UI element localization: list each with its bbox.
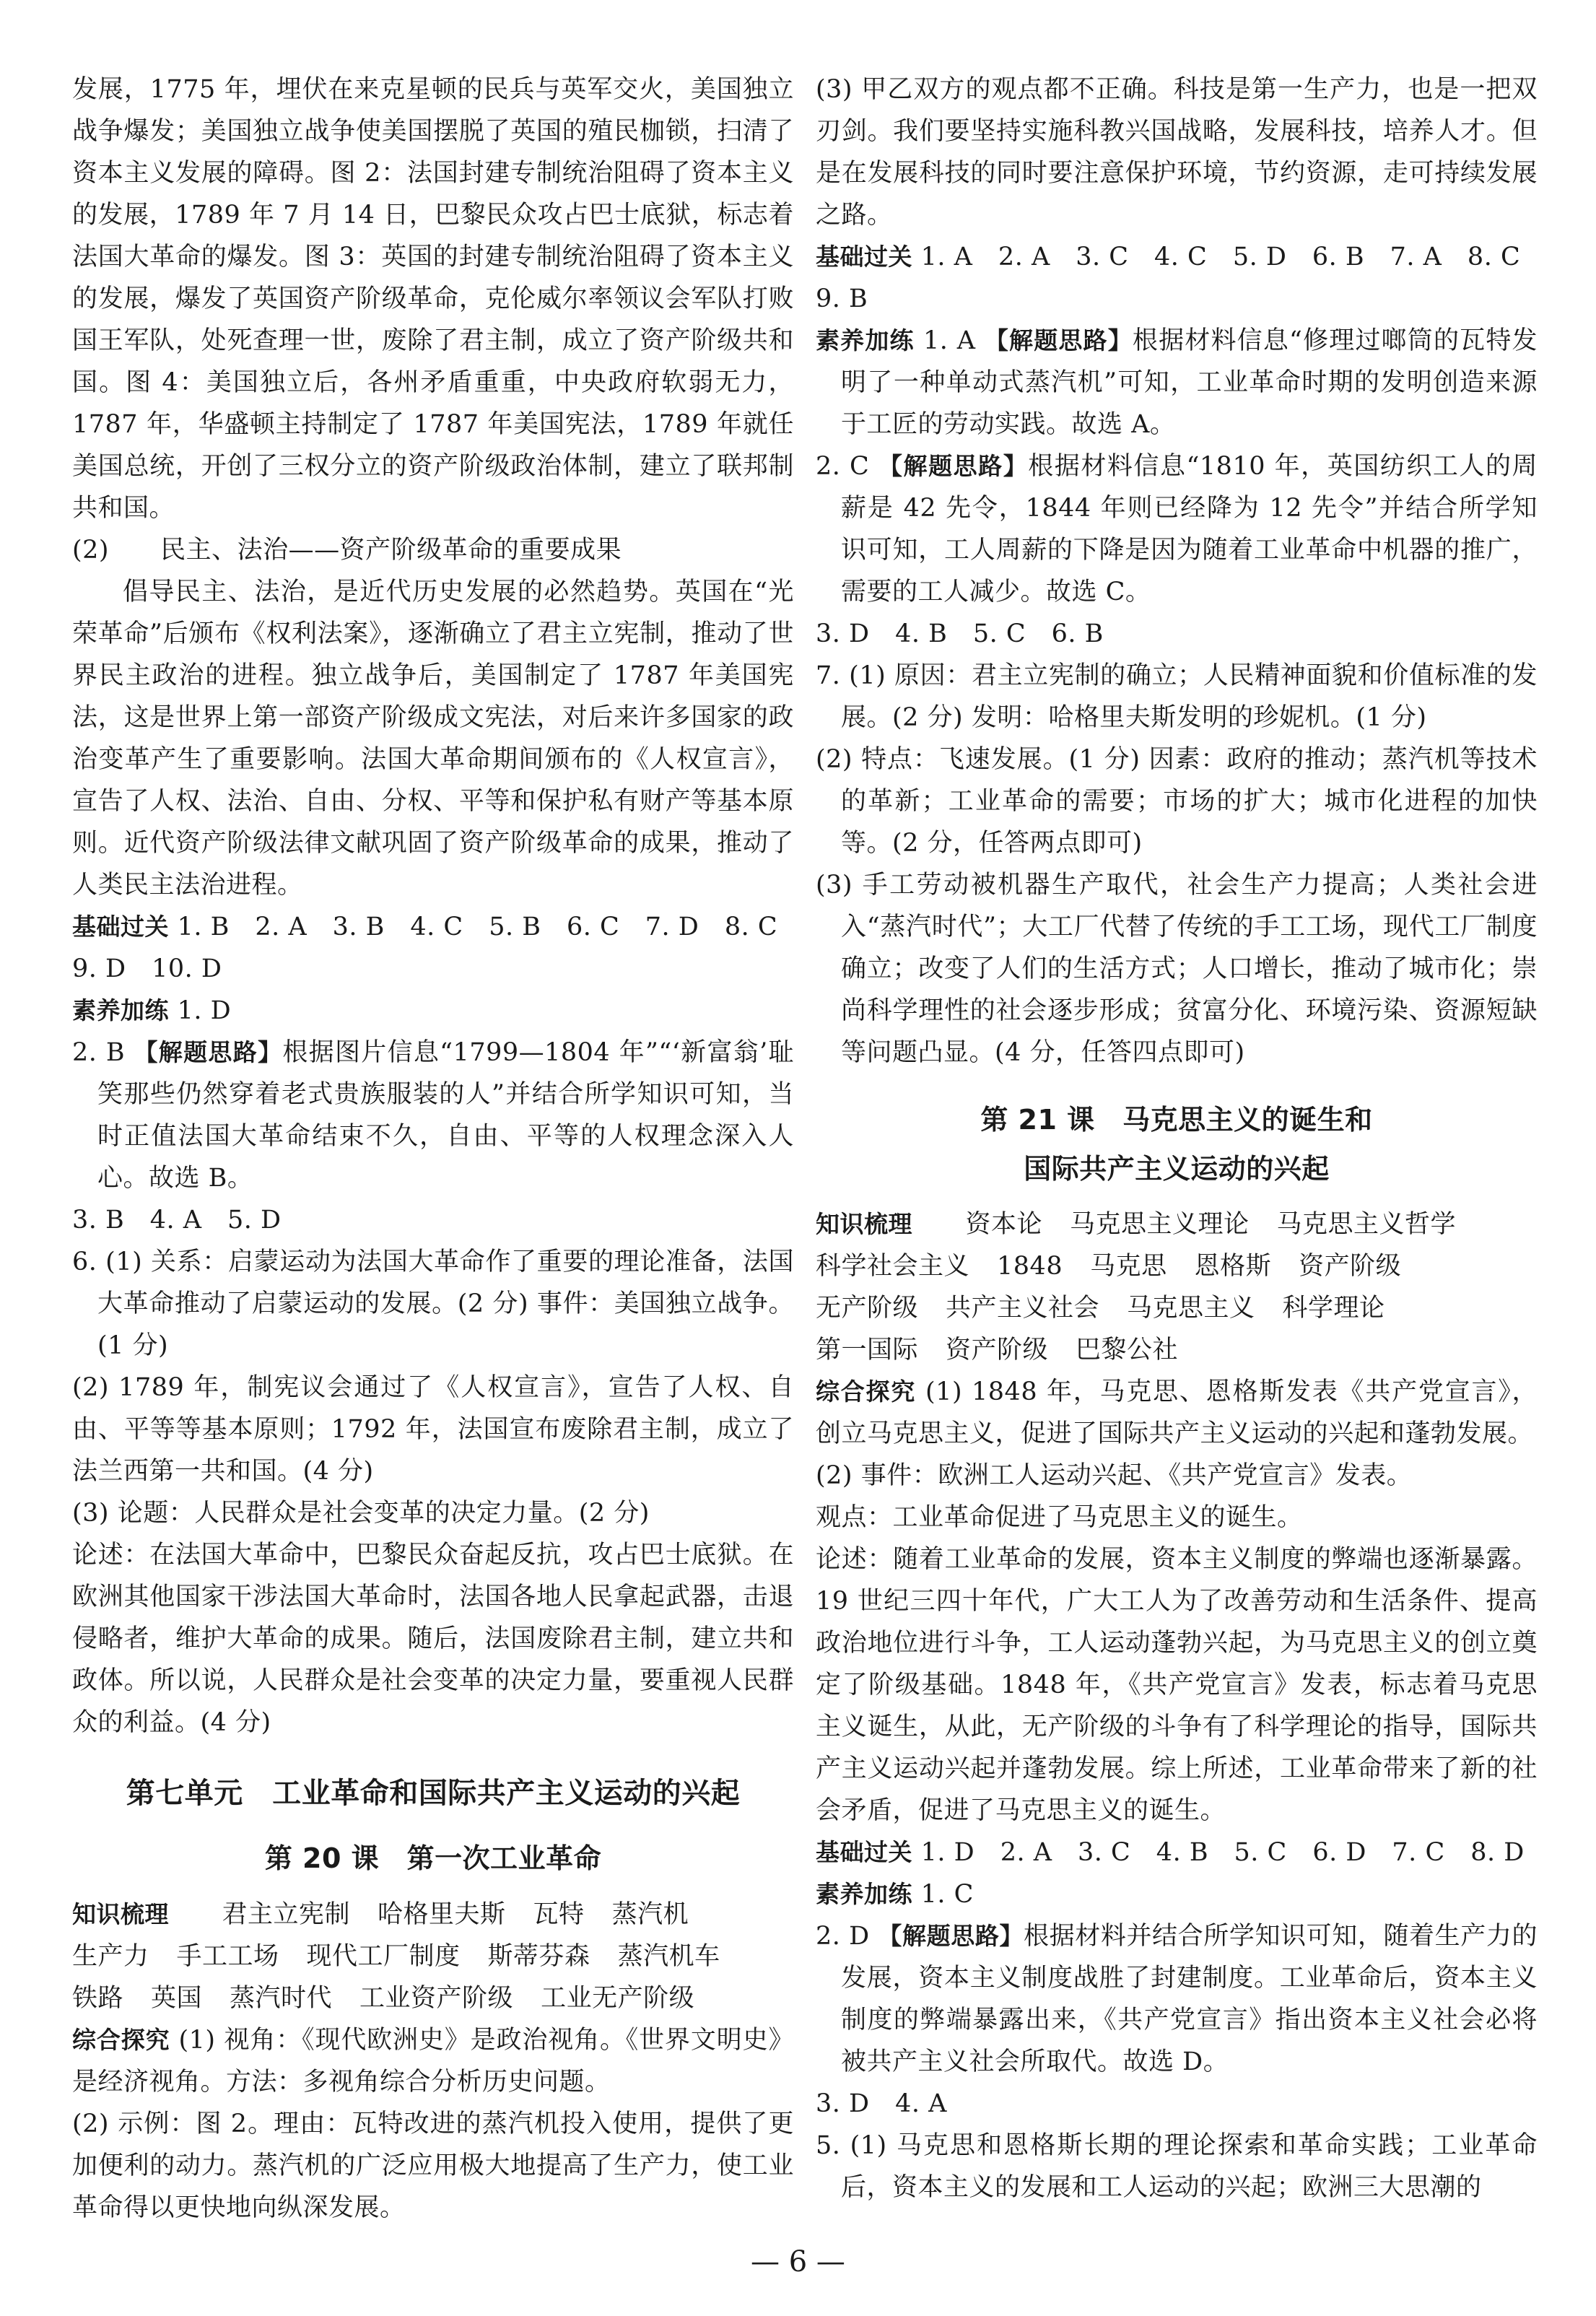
keyword: 君主立宪制 — [222, 1900, 351, 1929]
keyword: 马克思 — [1090, 1252, 1167, 1281]
lesson-title-line: 国际共产主义运动的兴起 — [1024, 1153, 1330, 1185]
unit-title: 第七单元 工业革命和国际共产主义运动的兴起 — [126, 1777, 741, 1810]
section-label: 基础过关 — [816, 1838, 912, 1866]
section-label: 知识梳理 — [816, 1210, 912, 1238]
item-text: 根据材料并结合所学知识可知，随着生产力的发展，资本主义制度战胜了封建制度。工业革命后，资本主义制度的弊端暴露出来，《共产党宣言》指出资本主义社会必将被共产主义社会所取代。故选 D。 — [841, 1922, 1538, 2076]
lesson-title — [816, 1095, 1538, 1193]
answer-item: 5. (1) 马克思和恩格斯长期的理论探索和革命实践；工业革命后，资本主义的发展和工人运动的兴起；欧洲三大思潮的 — [816, 2131, 1538, 2202]
answers: (1) 1848 年，马克思、恩格斯发表《共产党宣言》，创立马克思主义，促进了国际共产主义运动的兴起和蓬勃发展。 — [816, 1377, 1538, 1448]
keyword-line — [816, 1245, 1538, 1287]
answer-item: (3) 手工劳动被机器生产取代，社会生产力提高；人类社会进入“蒸汽时代”；大工厂代替了传统的手工工场，现代工厂制度确立；改变了人们的生活方式；人口增长，推动了城市化；崇尚科学理性的社会逐步形成；贫富分化、环境污染、资源短缺等问题凸显。(4 分，任答四点即可) — [816, 871, 1538, 1067]
keyword: 恩格斯 — [1194, 1252, 1272, 1281]
right-column — [816, 69, 1538, 2208]
section-label: 基础过关 — [72, 913, 169, 941]
left-column — [72, 69, 794, 2229]
item-number: 1. A — [914, 326, 985, 355]
keyword: 手工工场 — [176, 1942, 279, 1971]
keyword: 科学理论 — [1282, 1294, 1385, 1323]
answer-item: 观点：工业革命促进了马克思主义的诞生。 — [816, 1503, 1303, 1532]
answer-item: 6. (1) 关系：启蒙运动为法国大革命作了重要的理论准备，法国大革命推动了启蒙运动的发展。(2 分) 事件：美国独立战争。(1 分) — [72, 1248, 794, 1360]
answer-line — [816, 1832, 1538, 1873]
keyword: 工业资产阶级 — [359, 1984, 514, 2013]
answers: (1) 视角：《现代欧洲史》是政治视角。《世界文明史》是经济视角。方法：多视角综合分析历史问题。 — [72, 2026, 794, 2097]
keyword: 英国 — [151, 1984, 203, 2013]
answer-item — [816, 1915, 1538, 2083]
keyword: 斯蒂芬森 — [487, 1942, 590, 1971]
answer-item: 论述：在法国大革命中，巴黎民众奋起反抗，攻占巴士底狱。在欧洲其他国家干涉法国大革命时，法国各地人民拿起武器，击退侵略者，维护大革命的成果。随后，法国废除君主制，建立共和政体。所以说，人民群众是社会变革的决定力量，要重视人民群众的利益。(4 分) — [72, 1541, 794, 1737]
keyword-line — [72, 1894, 794, 1936]
keyword: 资本论 — [965, 1210, 1043, 1239]
hint-tag: 【解题思路】 — [134, 1038, 283, 1066]
keyword: 资产阶级 — [1299, 1252, 1402, 1281]
answer-line — [72, 990, 794, 1032]
keyword: 马克思主义哲学 — [1276, 1210, 1457, 1239]
answer-line — [816, 1371, 1538, 1455]
section-label: 素养加练 — [816, 1880, 912, 1908]
keyword: 无产阶级 — [816, 1294, 919, 1323]
keyword: 生产力 — [72, 1942, 149, 1971]
section-label: 素养加练 — [72, 996, 169, 1024]
paragraph: (3) 甲乙双方的观点都不正确。科技是第一生产力，也是一把双刃剑。我们要坚持实施科教兴国战略，发展科技，培养人才。但是在发展科技的同时要注意保护环境，节约资源，走可持续发展之路。 — [816, 75, 1538, 230]
item-number: 2. C — [816, 452, 879, 481]
section-label: 知识梳理 — [72, 1900, 169, 1928]
answers: 1. C — [912, 1880, 974, 1909]
keyword-line — [72, 1936, 794, 1977]
keyword: 共产主义社会 — [946, 1294, 1100, 1323]
answer-item — [72, 1032, 794, 1199]
answers: 1. B 2. A 3. B 4. C 5. B 6. C 7. D 8. C — [169, 913, 778, 941]
answer-item: 7. (1) 原因：君主立宪制的确立；人民精神面貌和价值标准的发展。(2 分) 发明：哈格里夫斯发明的珍妮机。(1 分) — [816, 661, 1538, 732]
answer-line: 9. D 10. D — [72, 954, 222, 983]
answer-line — [72, 2019, 794, 2103]
answer-item: (2) 1789 年，制宪议会通过了《人权宣言》，宣告了人权、自由、平等等基本原则；1792 年，法国宣布废除君主制，成立了法兰西第一共和国。(4 分) — [72, 1373, 794, 1486]
hint-tag: 【解题思路】 — [878, 452, 1029, 480]
answer-item: (2) 特点：飞速发展。(1 分) 因素：政府的推动；蒸汽机等技术的革新；工业革命的需要；市场的扩大；城市化进程的加快等。(2 分，任答两点即可) — [816, 745, 1538, 858]
answer-item: (3) 论题：人民群众是社会变革的决定力量。(2 分) — [72, 1499, 650, 1528]
lesson-title: 第 20 课 第一次工业革命 — [264, 1842, 602, 1874]
answer-item — [816, 320, 1538, 445]
item-number: 2. B — [72, 1038, 134, 1067]
answer-line — [816, 236, 1538, 278]
item-text: 根据材料信息“1810 年，英国纺织工人的周薪是 42 先令，1844 年则已经降为 12 先令”并结合所学知识可知，工人周薪的下降是因为随着工业革命中机器的推广，需要的工人减少。故选 C。 — [841, 452, 1538, 606]
keyword-line — [816, 1329, 1538, 1371]
answers: 1. D — [169, 996, 232, 1025]
paragraph: 发展，1775 年，埋伏在来克星顿的民兵与英军交火，美国独立战争爆发；美国独立战争使美国摆脱了英国的殖民枷锁，扫清了资本主义发展的障碍。图 2：法国封建专制统治阻碍了资本主义的发展，1789 年 7 月 14 日，巴黎民众攻占巴士底狱，标志着法国大革命的爆发。图 3：英国的封建专制统治阻碍了资本主义的发展，爆发了英国资产阶级革命，克伦威尔率领议会军队打败国王军队，处死查理一世，废除了君主制，成立了资产阶级共和国。图 4：美国独立后，各州矛盾重重，中央政府软弱无力，1787 年，华盛顿主持制定了 1787 年美国宪法，1789 年就任美国总统，开创了三权分立的资产阶级政治体制，建立了联邦制共和国。 — [72, 75, 794, 523]
section-label: 综合探究 — [72, 2026, 170, 2054]
keyword-line — [816, 1287, 1538, 1329]
section-label: 素养加练 — [816, 326, 915, 354]
page-number: — 6 — — [751, 2245, 845, 2278]
hint-tag: 【解题思路】 — [878, 1922, 1024, 1950]
keyword: 资产阶级 — [946, 1336, 1049, 1364]
keyword: 哈格里夫斯 — [378, 1900, 506, 1929]
keyword: 马克思主义 — [1127, 1294, 1255, 1323]
item-text: 根据材料信息“修理过啷筒的瓦特发明了一种单动式蒸汽机”可知，工业革命时期的发明创造来源于工匠的劳动实践。故选 A。 — [841, 326, 1538, 439]
paragraph: 倡导民主、法治，是近代历史发展的必然趋势。英国在“光荣革命”后颁布《权利法案》，逐渐确立了君主立宪制，推动了世界民主政治的进程。独立战争后，美国制定了 1787 年美国宪法，这是世界上第一部资产阶级成文宪法，对后来许多国家的政治变革产生了重要影响。法国大革命期间颁布的《人权宣言》，宣告了人权、法治、自由、分权、平等和保护私有财产等基本原则。近代资产阶级法律文献巩固了资产阶级革命的成果，推动了人类民主法治进程。 — [72, 578, 794, 900]
answer-item: (2) 示例：图 2。理由：瓦特改进的蒸汽机投入使用，提供了更加便利的动力。蒸汽机的广泛应用极大地提高了生产力，使工业革命得以更快地向纵深发展。 — [72, 2110, 794, 2222]
keyword: 第一国际 — [816, 1336, 919, 1364]
keyword: 瓦特 — [533, 1900, 585, 1929]
keyword: 工业无产阶级 — [541, 1984, 695, 2013]
answer-line — [816, 1873, 1538, 1915]
answer-item — [816, 445, 1538, 613]
answer-line: 3. D 4. A — [816, 2089, 947, 2118]
answer-line: 3. B 4. A 5. D — [72, 1206, 282, 1235]
section-label: 基础过关 — [816, 243, 912, 271]
answer-line — [72, 906, 794, 948]
subheading: (2) 民主、法治——资产阶级革命的重要成果 — [72, 536, 622, 565]
keyword: 铁路 — [72, 1984, 124, 2013]
keyword: 蒸汽机 — [611, 1900, 689, 1929]
keyword: 现代工厂制度 — [306, 1942, 461, 1971]
section-label: 综合探究 — [816, 1377, 917, 1406]
item-text: 根据图片信息“1799—1804 年”“‘新富翁’耻笑那些仍然穿着老式贵族服装的人”并结合所学知识可知，当时正值法国大革命结束不久，自由、平等的人权理念深入人心。故选 B。 — [97, 1038, 795, 1193]
answer-line: 3. D 4. B 5. C 6. B — [816, 619, 1104, 648]
keyword: 科学社会主义 — [816, 1252, 970, 1281]
keyword: 蒸汽机车 — [617, 1942, 720, 1971]
keyword-line — [816, 1203, 1538, 1245]
keyword: 蒸汽时代 — [230, 1984, 333, 2013]
answers: 1. A 2. A 3. C 4. C 5. D 6. B 7. A 8. C — [912, 243, 1521, 271]
keyword: 1848 — [997, 1252, 1063, 1281]
item-number: 2. D — [816, 1922, 878, 1951]
hint-tag: 【解题思路】 — [984, 326, 1133, 354]
keyword: 马克思主义理论 — [1070, 1210, 1250, 1239]
answers: 1. D 2. A 3. C 4. B 5. C 6. D 7. C 8. D — [912, 1838, 1525, 1867]
keyword: 巴黎公社 — [1076, 1336, 1179, 1364]
answer-line: 9. B — [816, 284, 868, 313]
answer-item: (2) 事件：欧洲工人运动兴起、《共产党宣言》发表。 — [816, 1461, 1413, 1490]
lesson-title-line: 第 21 课 马克思主义的诞生和 — [980, 1104, 1373, 1136]
answer-item: 论述：随着工业革命的发展，资本主义制度的弊端也逐渐暴露。19 世纪三四十年代，广大工人为了改善劳动和生活条件、提高政治地位进行斗争，工人运动蓬勃兴起，为马克思主义的创立奠定了阶级基础。1848 年，《共产党宣言》发表，标志着马克思主义诞生，从此，无产阶级的斗争有了科学理论的指导，国际共产主义运动兴起并蓬勃发展。综上所述，工业革命带来了新的社会矛盾，促进了马克思主义的诞生。 — [816, 1545, 1538, 1825]
keyword-line — [72, 1977, 794, 2019]
